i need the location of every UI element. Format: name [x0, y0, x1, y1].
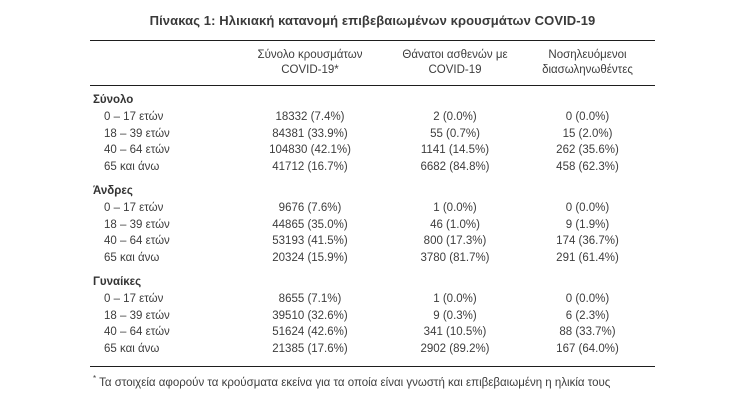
intubated-value: 15 (2.0%): [562, 127, 613, 140]
deaths-value: 1 (0.0%): [433, 293, 477, 305]
header-total-cases-line1: Σύνολο κρουσμάτων: [257, 49, 363, 61]
table-row: [90, 250, 655, 267]
cases-value: 84381 (33.9%): [272, 127, 348, 140]
section-header: Άνδρες: [93, 185, 133, 197]
table-title: Πίνακας 1: Ηλικιακή κατανομή επιβεβαιωμένων κρουσμάτων COVID-19: [149, 13, 596, 28]
deaths-value: 2 (0.0%): [433, 111, 477, 123]
cases-value: 44865 (35.0%): [272, 218, 348, 231]
table-row: [90, 308, 655, 325]
header-intubated: [520, 48, 655, 78]
intubated-value: 458 (62.3%): [556, 160, 619, 173]
table-row: [90, 324, 655, 341]
intubated-value: 0 (0.0%): [565, 111, 610, 123]
cases-value: 9676 (7.6%): [278, 202, 342, 214]
intubated-value: 0 (0.0%): [565, 293, 610, 305]
cases-value: 53193 (41.5%): [272, 235, 348, 247]
age-group-label: 65 και άνω: [104, 342, 160, 355]
intubated-value: 291 (61.4%): [556, 251, 619, 264]
table-row: [90, 341, 655, 358]
table-footnote: [93, 372, 693, 390]
section-total: [90, 92, 655, 175]
section-men: [90, 183, 655, 266]
age-group-label: 0 – 17 ετών: [104, 293, 164, 305]
age-group-label: 0 – 17 ετών: [104, 111, 164, 123]
age-group-label: 0 – 17 ετών: [104, 202, 164, 214]
age-group-label: 18 – 39 ετών: [104, 218, 170, 231]
age-group-label: 40 – 64 ετών: [104, 144, 170, 156]
deaths-value: 46 (1.0%): [430, 218, 480, 231]
table-row: [90, 200, 655, 217]
age-group-label: 40 – 64 ετών: [104, 326, 170, 338]
table-row: [90, 126, 655, 143]
deaths-value: 1 (0.0%): [433, 202, 477, 214]
table-header-row: [90, 41, 655, 86]
age-group-label: 65 και άνω: [104, 251, 160, 264]
deaths-value: 341 (10.5%): [423, 326, 487, 338]
deaths-value: 1141 (14.5%): [420, 144, 490, 156]
intubated-value: 6 (2.3%): [565, 309, 610, 322]
intubated-value: 262 (35.6%): [556, 144, 619, 156]
age-group-label: 65 και άνω: [104, 160, 160, 173]
table-row: [90, 142, 655, 159]
cases-value: 41712 (16.7%): [272, 160, 348, 173]
age-group-label: 18 – 39 ετών: [104, 127, 170, 140]
deaths-value: 800 (17.3%): [423, 235, 487, 247]
age-group-label: 18 – 39 ετών: [104, 309, 170, 322]
header-intubated-line2: διασωληνωθέντες: [542, 64, 633, 76]
intubated-value: 167 (64.0%): [556, 342, 619, 355]
age-group-label: 40 – 64 ετών: [104, 235, 170, 247]
section-women: [90, 274, 655, 357]
deaths-value: 2902 (89.2%): [420, 342, 490, 355]
deaths-value: 9 (0.3%): [433, 309, 477, 322]
header-total-cases-line2: COVID-19*: [281, 64, 339, 76]
header-deaths-line2: COVID-19: [428, 64, 482, 76]
intubated-value: 88 (33.7%): [559, 326, 616, 338]
cases-value: 51624 (42.6%): [272, 326, 348, 338]
deaths-value: 55 (0.7%): [430, 127, 480, 140]
cases-value: 20324 (15.9%): [272, 251, 348, 264]
deaths-value: 3780 (81.7%): [420, 251, 490, 264]
cases-value: 8655 (7.1%): [278, 293, 342, 305]
footnote-text: Τα στοιχεία αφορούν τα κρούσματα εκείνα για τα οποία είναι γνωστή και επιβεβαιωμένη η ηλικία τους: [99, 376, 611, 389]
table-body: [90, 86, 655, 366]
cases-value: 18332 (7.4%): [275, 111, 345, 123]
covid-age-distribution-table: [90, 40, 655, 367]
header-deaths: [390, 48, 520, 78]
cases-value: 21385 (17.6%): [272, 342, 348, 355]
table-row: [90, 291, 655, 308]
header-deaths-line1: Θάνατοι ασθενών με: [402, 49, 508, 61]
intubated-value: 174 (36.7%): [556, 235, 619, 247]
intubated-value: 9 (1.9%): [565, 218, 610, 231]
table-row: [90, 109, 655, 126]
cases-value: 39510 (32.6%): [272, 309, 348, 322]
intubated-value: 0 (0.0%): [565, 202, 610, 214]
header-total-cases: [230, 48, 390, 78]
table-row: [90, 159, 655, 176]
cases-value: 104830 (42.1%): [269, 144, 351, 156]
deaths-value: 6682 (84.8%): [420, 160, 490, 173]
table-row: [90, 217, 655, 234]
footnote-asterisk: *: [93, 374, 97, 383]
header-intubated-line1: Νοσηλευόμενοι: [548, 49, 627, 61]
section-header: Σύνολο: [93, 94, 134, 106]
section-header: Γυναίκες: [93, 276, 142, 288]
table-row: [90, 233, 655, 250]
